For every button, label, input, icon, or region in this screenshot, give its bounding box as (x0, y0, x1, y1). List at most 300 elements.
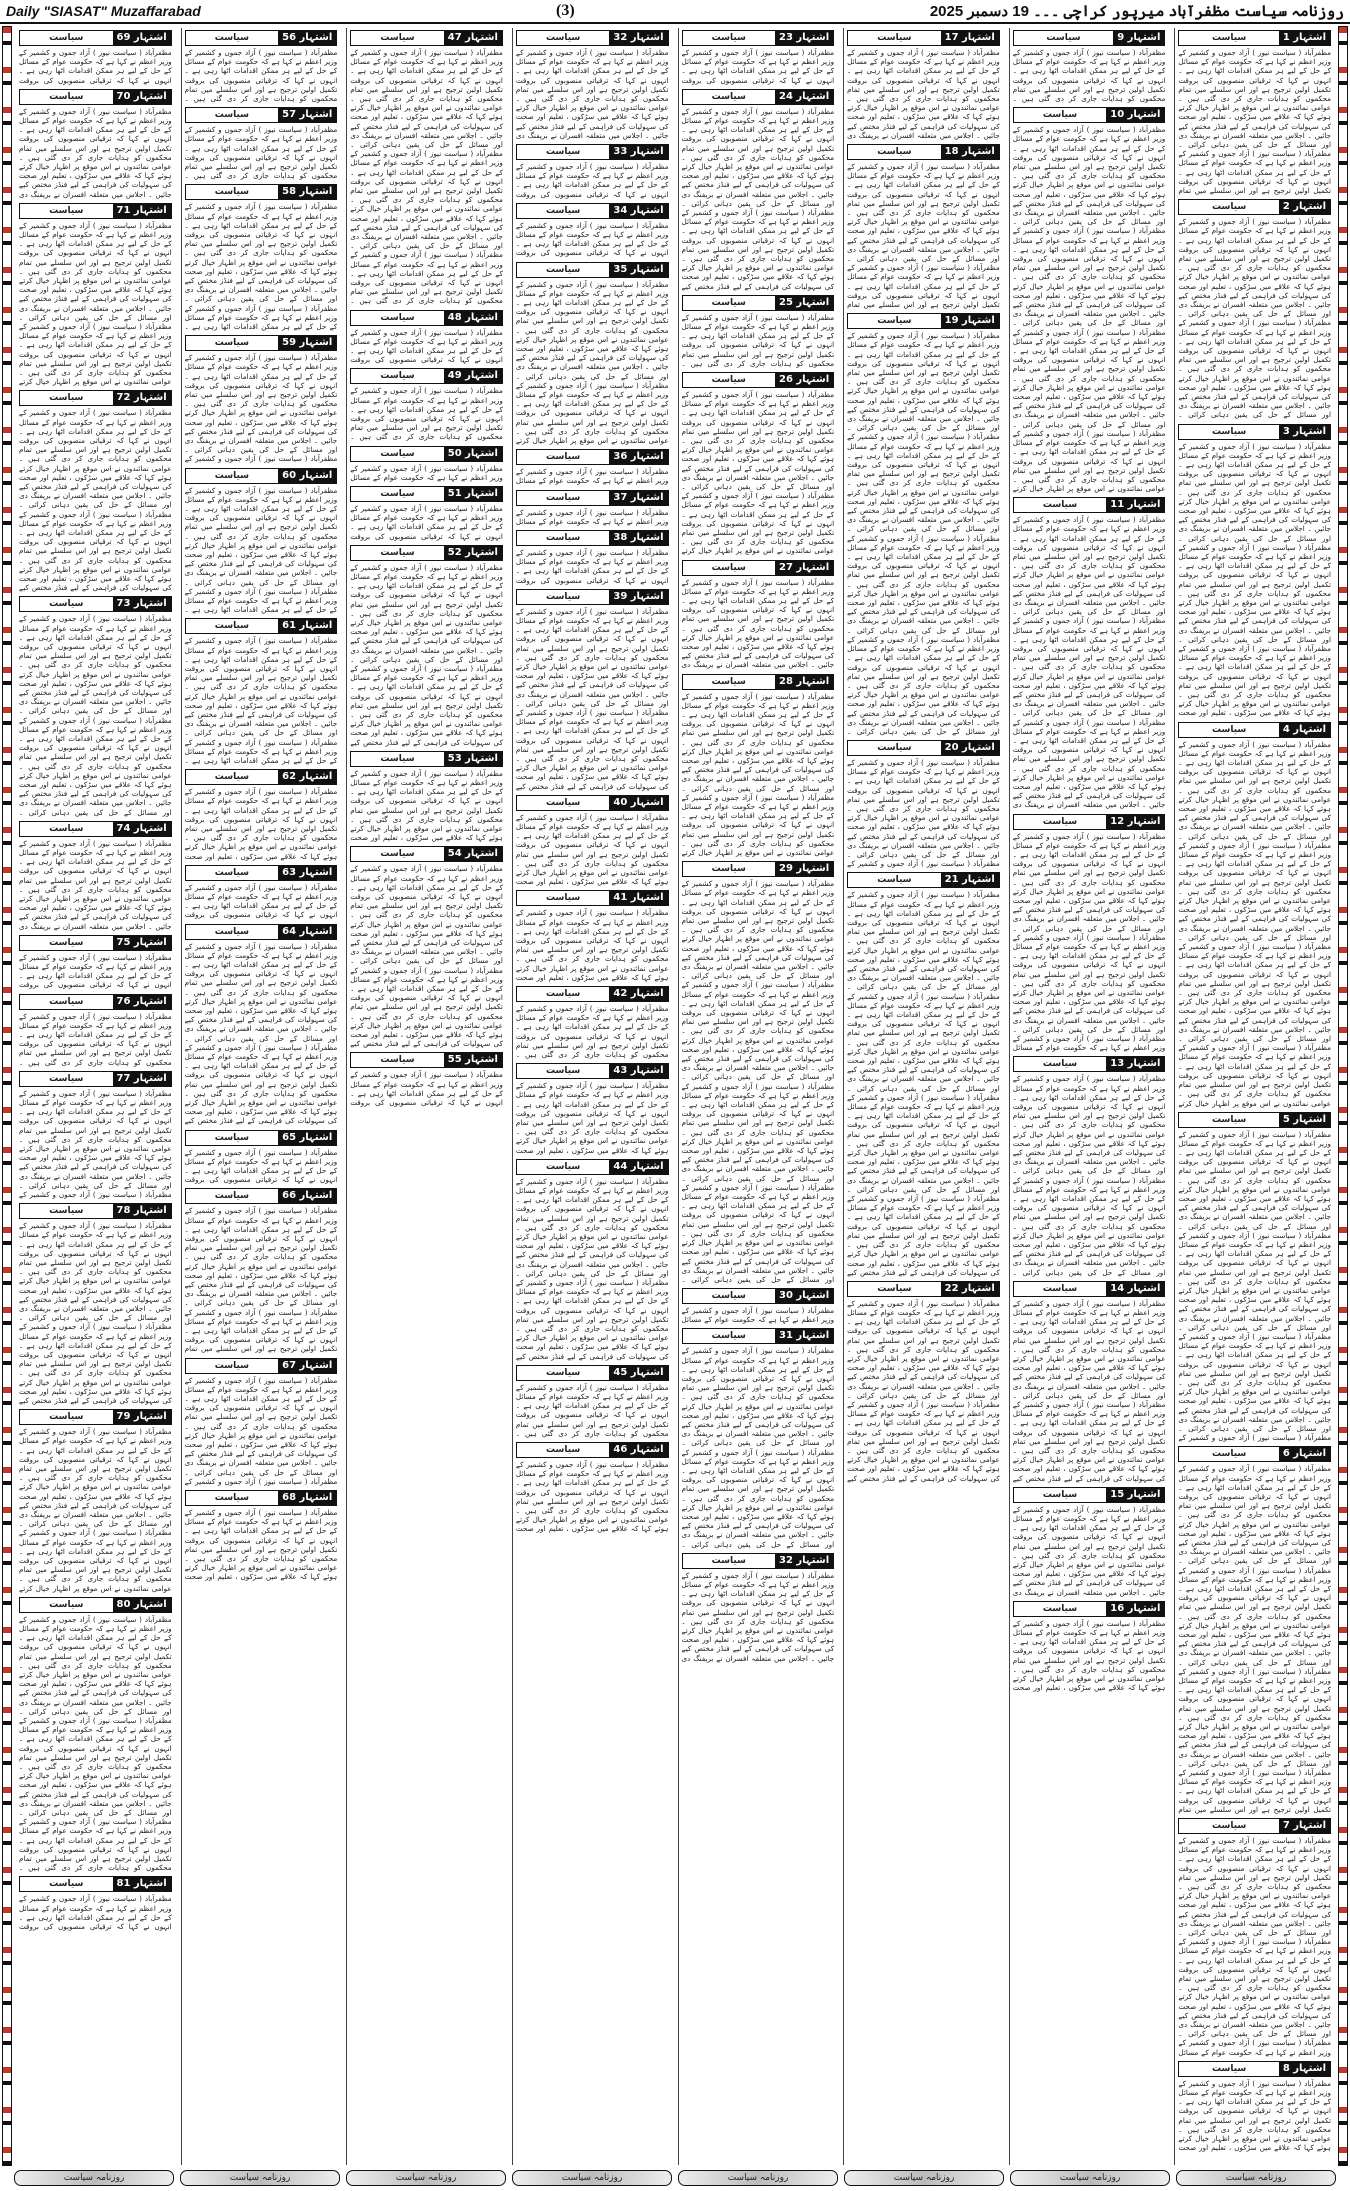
notice-header (19, 89, 172, 105)
notice (516, 530, 669, 585)
notice-number: اشتہار 49 (444, 369, 502, 383)
notice (682, 1288, 835, 1324)
notice-brand: سیاست (380, 547, 415, 558)
notice-number: اشتہار 72 (113, 391, 171, 405)
notice-brand: سیاست (49, 1206, 84, 1217)
notice-number: اشتہار 37 (609, 491, 667, 505)
notice-body: مظفرآباد ( سیاست نیوز ) آزاد جموں و کشمیر کے وزیر اعظم نے کہا ہے کہ حکومت عوام کے مسائل کے حل کے لیے ہر ممکن اقدامات اٹھا رہی ہے ۔ انہوں نے کہا کہ ترقیاتی منصوبوں کی بروقت تکمیل اولین ترجیح ہے اور اس سلسلے میں تمام محکموں کو ہدایات جاری کر دی گئی ہیں ۔ عوامی نمائندوں نے اس موقع پر اظہار خیال کرتے ہوئے کہا کہ علاقے میں سڑکوں ، تعلیم اور صحت کی سہولیات کی فراہمی کے لیے فنڈز مختص کیے جائیں ۔ اجلاس میں متعلقہ افسران نے بریفنگ دی اور مسائل کے حل کی یقین دہانی کرائی ۔ مظفرآباد ( سیاست نیوز ) آزاد جموں و کشمیر کے (19, 1088, 172, 1199)
notice-header (516, 262, 669, 278)
notice-number: اشتہار 54 (444, 847, 502, 861)
notice-body: مظفرآباد ( سیاست نیوز ) آزاد جموں و کشمیر کے وزیر اعظم نے کہا ہے کہ حکومت عوام کے مسائل کے حل کے لیے ہر ممکن اقدامات اٹھا رہی ہے ۔ انہوں نے کہا کہ ترقیاتی منصوبوں کی بروقت تکمیل اولین ترجیح ہے اور اس سلسلے میں تمام محکموں کو ہدایات جاری کر دی گئی ہیں ۔ عوامی نمائندوں نے اس موقع پر اظہار خیال کرتے ہوئے کہا کہ علاقے میں سڑکوں ، تعلیم اور صحت کی سہولیات کی فراہمی کے لیے فنڈز مختص کیے جائیں ۔ اجلاس میں متعلقہ افسران نے بریفنگ دی اور مسائل کے حل کی یقین دہانی کرائی ۔ مظفرآباد ( سیاست نیوز ) آزاد جموں و کشمیر کے (184, 353, 338, 464)
notice-brand: سیاست (1042, 1489, 1078, 1500)
notice-body: مظفرآباد ( سیاست نیوز ) آزاد جموں و کشمیر کے وزیر اعظم نے کہا ہے کہ حکومت عوام کے مسائل کے حل کے لیے ہر ممکن اقدامات اٹھا رہی ہے ۔ انہوں نے کہا کہ ترقیاتی منصوبوں کی بروقت (184, 882, 338, 920)
notice-number: اشتہار 12 (1106, 815, 1164, 829)
notice (682, 30, 835, 85)
bottom-ad-tile: روزنامہ سیاست (844, 2170, 1004, 2186)
notice (19, 935, 172, 990)
notice-number: اشتہار 29 (775, 862, 833, 876)
notice-body: مظفرآباد ( سیاست نیوز ) آزاد جموں و کشمیر کے وزیر اعظم نے کہا ہے کہ حکومت عوام کے مسائل کے حل کے لیے ہر ممکن اقدامات اٹھا رہی ہے ۔ انہوں نے کہا کہ ترقیاتی منصوبوں کی بروقت تکمیل اولین ترجیح ہے اور اس سلسلے میں تمام محکموں کو ہدایات جاری کر دی گئی ہیں ۔ عوامی نمائندوں نے اس موقع پر اظہار خیال کرتے ہوئے کہا کہ علاقے میں سڑکوں ، تعلیم اور صحت کی سہولیات کی فراہمی کے لیے فنڈز مختص کیے جائیں ۔ اجلاس میں متعلقہ افسران نے بریفنگ دی (515, 48, 669, 140)
notice-number: اشتہار 63 (278, 866, 336, 880)
notice-body: مظفرآباد ( سیاست نیوز ) آزاد جموں و کشمیر کے وزیر اعظم نے کہا ہے کہ حکومت عوام کے مسائل کے حل کے لیے ہر ممکن اقدامات اٹھا رہی ہے ۔ انہوں نے کہا کہ ترقیاتی منصوبوں کی بروقت تکمیل اولین ترجیح ہے اور اس سلسلے میں تمام محکموں کو ہدایات جاری کر دی گئی ہیں ۔ عوامی نمائندوں نے اس موقع پر اظہار خیال کرتے ہوئے کہا کہ علاقے میں سڑکوں ، تعلیم اور صحت کی سہولیات کی فراہمی کے لیے فنڈز مختص کیے جائیں ۔ اجلاس میں متعلقہ افسران نے بریفنگ دی اور مسائل کے حل کی یقین دہانی کرائی ۔ مظفرآباد ( سیاست نیوز ) آزاد جموں و کشمیر کے وزیر اعظم نے کہا ہے کہ حکومت عوام کے مسائل کے حل کے لیے ہر ممکن اقدامات اٹھا رہی ہے ۔ انہوں نے کہا کہ ترقیاتی منصوبوں کی بروقت تکمیل اولین ترجیح ہے اور اس سلسلے میں تمام محکموں کو ہدایات جاری کر دی گئی ہیں ۔ عوامی نمائندوں نے اس موقع پر اظہار خیال کرتے ہوئے کہا کہ علاقے میں سڑکوں ، تعلیم اور صحت کی سہولیات کی فراہمی کے لیے فنڈز مختص کیے (1012, 1298, 1166, 1483)
notice-header (19, 1597, 172, 1613)
notice-body: مظفرآباد ( سیاست نیوز ) آزاد جموں و کشمیر کے وزیر اعظم نے کہا ہے کہ حکومت عوام کے مسائل کے حل کے لیے ہر ممکن اقدامات اٹھا رہی ہے ۔ انہوں نے کہا کہ ترقیاتی منصوبوں کی بروقت (184, 1147, 338, 1185)
notice-header (682, 674, 835, 690)
notice-brand: سیاست (545, 1066, 581, 1077)
notice-number: اشتہار 52 (444, 546, 502, 560)
notice (185, 30, 338, 103)
notice-body: مظفرآباد ( سیاست نیوز ) آزاد جموں و کشمیر کے وزیر اعظم نے کہا ہے کہ حکومت عوام کے مسائل کے حل کے لیے ہر ممکن اقدامات اٹھا رہی ہے ۔ انہوں نے کہا کہ ترقیاتی منصوبوں کی بروقت تکمیل اولین ترجیح ہے اور اس سلسلے میں تمام محکموں کو ہدایات جاری کر دی گئی ہیں ۔ عوامی نمائندوں نے اس موقع پر اظہار خیال کرتے ہوئے کہا کہ علاقے میں سڑکوں ، تعلیم اور صحت کی سہولیات کی فراہمی کے لیے فنڈز مختص کیے جائیں ۔ اجلاس میں متعلقہ افسران نے بریفنگ دی اور مسائل کے حل کی یقین دہانی کرائی ۔ مظفرآباد ( سیاست نیوز ) آزاد جموں و کشمیر کے وزیر اعظم نے کہا ہے کہ حکومت عوام کے مسائل کے حل کے لیے ہر ممکن اقدامات اٹھا رہی ہے ۔ انہوں نے کہا کہ ترقیاتی منصوبوں کی بروقت تکمیل اولین ترجیح ہے اور اس سلسلے میں تمام محکموں کو ہدایات جاری کر دی گئی ہیں ۔ عوامی نمائندوں نے اس موقع پر اظہار خیال کرتے ہوئے کہا کہ علاقے میں سڑکوں ، تعلیم اور صحت کی سہولیات کی فراہمی کے لیے فنڈز مختص کیے جائیں ۔ اجلاس میں متعلقہ افسران نے بریفنگ دی اور مسائل کے حل کی یقین دہانی کرائی ۔ مظفرآباد ( سیاست نیوز ) آزاد جموں و کشمیر کے وزیر اعظم نے کہا ہے کہ حکومت عوام کے مسائل کے حل کے لیے ہر ممکن اقدامات اٹھا رہی ہے ۔ انہوں نے کہا کہ ترقیاتی منصوبوں کی بروقت تکمیل اولین ترجیح ہے اور اس سلسلے میں تمام محکموں کو ہدایات جاری کر دی گئی ہیں ۔ عوامی نمائندوں نے اس موقع پر اظہار خیال کرتے ہوئے کہا کہ علاقے میں سڑکوں ، تعلیم اور صحت کی سہولیات کی فراہمی کے لیے فنڈز مختص کیے جائیں ۔ اجلاس میں متعلقہ افسران نے بریفنگ دی اور مسائل کے حل کی یقین دہانی کرائی ۔ مظفرآباد ( سیاست نیوز ) آزاد جموں و کشمیر کے وزیر اعظم نے کہا ہے کہ حکومت عوام کے مسائل کے حل کے لیے ہر ممکن اقدامات اٹھا رہی ہے ۔ انہوں نے کہا کہ ترقیاتی منصوبوں کی بروقت تکمیل اولین ترجیح ہے اور اس سلسلے میں تمام محکموں کو ہدایات جاری کر دی گئی ہیں ۔ عوامی نمائندوں نے اس موقع پر اظہار خیال کرتے (1012, 125, 1166, 494)
notice-brand: سیاست (1211, 2063, 1247, 2074)
notice-header (1013, 497, 1166, 513)
notice-body: مظفرآباد ( سیاست نیوز ) آزاد جموں و کشمیر کے وزیر اعظم نے کہا ہے کہ حکومت عوام کے مسائل کے حل کے لیے ہر ممکن اقدامات اٹھا رہی ہے ۔ انہوں نے کہا کہ ترقیاتی منصوبوں کی بروقت (515, 162, 669, 199)
notice (19, 1409, 172, 1593)
notice (516, 30, 669, 140)
notice-brand: سیاست (214, 110, 250, 121)
notice (1013, 30, 1166, 103)
notice-body: مظفرآباد ( سیاست نیوز ) آزاد جموں و کشمیر کے وزیر اعظم نے کہا ہے کہ حکومت عوام کے مسائل کے حل کے لیے ہر ممکن اقدامات اٹھا رہی ہے ۔ انہوں نے کہا کہ ترقیاتی منصوبوں کی بروقت تکمیل اولین ترجیح ہے اور اس سلسلے میں تمام محکموں کو ہدایات جاری کر دی گئی ہیں ۔ عوامی نمائندوں نے اس موقع پر اظہار خیال کرتے ہوئے کہا کہ علاقے میں سڑکوں ، تعلیم اور صحت کی سہولیات کی فراہمی کے لیے فنڈز مختص کیے جائیں ۔ اجلاس میں متعلقہ افسران نے بریفنگ دی اور مسائل کے حل کی یقین دہانی کرائی ۔ مظفرآباد ( سیاست نیوز ) آزاد جموں و کشمیر کے وزیر اعظم نے کہا ہے کہ حکومت عوام کے مسائل کے حل کے لیے ہر ممکن اقدامات اٹھا رہی ہے ۔ انہوں نے کہا کہ ترقیاتی منصوبوں کی بروقت تکمیل اولین ترجیح ہے اور اس سلسلے میں تمام محکموں کو ہدایات جاری کر دی گئی ہیں ۔ عوامی نمائندوں نے اس موقع پر اظہار خیال کرتے ہوئے کہا کہ علاقے میں سڑکوں ، تعلیم اور صحت کی سہولیات کی فراہمی کے لیے فنڈز مختص کیے (350, 864, 503, 1049)
notice-header (516, 30, 669, 46)
notice (516, 589, 669, 791)
notice-header (19, 935, 172, 951)
left-ornament-strip (2, 26, 12, 2166)
bottom-ad-tile: روزنامہ سیاست (14, 2170, 174, 2186)
notice-body: مظفرآباد ( سیاست نیوز ) آزاد جموں و کشمیر کے وزیر اعظم نے کہا ہے کہ حکومت عوام کے مسائل کے حل کے لیے ہر ممکن اقدامات اٹھا رہی ہے ۔ انہوں نے کہا کہ ترقیاتی منصوبوں کی بروقت (19, 952, 172, 990)
notice-brand: سیاست (545, 988, 581, 999)
notice-number: اشتہار 38 (609, 531, 667, 545)
notice-number: اشتہار 42 (609, 987, 667, 1001)
notice (1013, 1487, 1166, 1597)
notice-number: اشتہار 53 (444, 752, 502, 766)
notice-header (847, 144, 1000, 160)
notice-body: مظفرآباد ( سیاست نیوز ) آزاد جموں و کشمیر کے وزیر اعظم نے کہا ہے کہ حکومت عوام کے مسائل کے حل کے لیے ہر ممکن اقدامات اٹھا رہی ہے ۔ انہوں نے کہا کہ ترقیاتی منصوبوں کی بروقت تکمیل اولین ترجیح ہے اور اس سلسلے میں تمام محکموں کو ہدایات جاری کر دی گئی ہیں ۔ عوامی نمائندوں نے اس موقع پر اظہار خیال کرتے ہوئے کہا کہ علاقے میں سڑکوں ، تعلیم اور صحت کی سہولیات کی فراہمی کے لیے فنڈز مختص کیے جائیں ۔ اجلاس میں متعلقہ افسران نے بریفنگ دی اور مسائل کے حل کی یقین دہانی کرائی ۔ مظفرآباد ( سیاست نیوز ) آزاد جموں و کشمیر کے وزیر اعظم نے کہا ہے کہ حکومت عوام کے مسائل کے حل کے لیے ہر ممکن اقدامات اٹھا رہی ہے ۔ انہوں نے کہا کہ ترقیاتی منصوبوں کی بروقت تکمیل اولین ترجیح ہے اور اس سلسلے میں تمام محکموں کو ہدایات جاری کر دی گئی ہیں ۔ عوامی نمائندوں نے اس موقع پر اظہار خیال کرتے ہوئے کہا کہ علاقے میں سڑکوں ، تعلیم اور صحت کی سہولیات کی فراہمی کے لیے فنڈز مختص کیے (19, 408, 172, 593)
notice (19, 1876, 172, 1931)
notice-brand: سیاست (1211, 426, 1247, 437)
notice-number: اشتہار 32 (609, 31, 667, 45)
notice (350, 368, 503, 441)
notice-number: اشتہار 22 (941, 1282, 999, 1296)
notice-brand: سیاست (380, 488, 415, 499)
notice-header (185, 468, 338, 484)
notice-header (350, 846, 503, 862)
notice-body: مظفرآباد ( سیاست نیوز ) آزاد جموں و کشمیر کے وزیر اعظم نے کہا ہے کہ حکومت عوام کے مسائل کے حل کے لیے ہر ممکن اقدامات اٹھا رہی ہے ۔ انہوں نے کہا کہ ترقیاتی منصوبوں کی بروقت تکمیل اولین ترجیح ہے اور اس سلسلے میں تمام محکموں کو ہدایات جاری کر دی گئی ہیں ۔ عوامی نمائندوں نے اس موقع پر اظہار خیال کرتے ہوئے کہا کہ علاقے میں سڑکوں ، تعلیم اور صحت کی سہولیات کی فراہمی کے لیے فنڈز مختص کیے جائیں ۔ اجلاس میں متعلقہ افسران نے بریفنگ دی اور مسائل کے حل کی یقین دہانی کرائی ۔ مظفرآباد ( سیاست نیوز ) آزاد جموں و کشمیر کے وزیر اعظم نے کہا ہے کہ حکومت عوام کے مسائل کے حل کے لیے ہر ممکن اقدامات اٹھا رہی ہے ۔ انہوں نے کہا کہ ترقیاتی منصوبوں کی بروقت تکمیل اولین ترجیح ہے اور اس سلسلے میں تمام محکموں کو ہدایات جاری کر دی گئی ہیں ۔ عوامی نمائندوں نے اس موقع پر اظہار خیال کرتے ہوئے کہا کہ علاقے میں سڑکوں ، تعلیم اور صحت کی سہولیات کی فراہمی کے لیے فنڈز مختص کیے جائیں ۔ اجلاس میں متعلقہ افسران نے بریفنگ دی اور مسائل کے حل کی یقین دہانی کرائی ۔ مظفرآباد ( سیاست نیوز ) آزاد جموں و کشمیر کے وزیر اعظم نے کہا ہے کہ حکومت عوام کے مسائل کے حل کے لیے ہر ممکن اقدامات اٹھا رہی ہے ۔ انہوں نے کہا کہ ترقیاتی منصوبوں کی بروقت تکمیل اولین ترجیح ہے اور اس سلسلے میں تمام محکموں کو ہدایات جاری کر دی گئی ہیں ۔ عوامی نمائندوں نے اس موقع پر اظہار خیال کرتے ہوئے کہا کہ علاقے میں سڑکوں ، تعلیم اور صحت کی سہولیات کی فراہمی کے لیے فنڈز مختص کیے جائیں ۔ اجلاس میں متعلقہ افسران نے بریفنگ دی اور مسائل کے حل کی یقین دہانی کرائی ۔ مظفرآباد ( سیاست نیوز ) آزاد جموں و کشمیر کے وزیر اعظم نے کہا ہے کہ حکومت عوام کے مسائل کے حل کے لیے ہر ممکن اقدامات اٹھا رہی ہے ۔ انہوں نے کہا کہ ترقیاتی منصوبوں کی بروقت تکمیل اولین ترجیح ہے اور اس سلسلے میں تمام محکموں کو ہدایات جاری کر دی گئی ہیں ۔ عوامی نمائندوں نے اس موقع پر اظہار خیال کرتے ہوئے کہا کہ علاقے میں سڑکوں ، تعلیم اور صحت کی سہولیات کی فراہمی کے لیے فنڈز مختص کیے (847, 890, 1000, 1277)
notice-body: مظفرآباد ( سیاست نیوز ) آزاد جموں و کشمیر کے وزیر اعظم نے کہا ہے کہ حکومت عوام کے مسائل کے حل کے لیے ہر ممکن اقدامات اٹھا رہی ہے ۔ انہوں نے کہا کہ ترقیاتی منصوبوں کی بروقت تکمیل اولین ترجیح ہے اور اس سلسلے میں تمام محکموں کو ہدایات جاری کر دی گئی ہیں ۔ عوامی نمائندوں نے اس موقع پر اظہار خیال کرتے ہوئے کہا کہ علاقے میں سڑکوں ، تعلیم اور صحت (1178, 2078, 1331, 2153)
notice-header (19, 596, 172, 612)
notice-header (185, 1130, 338, 1146)
notice-body: مظفرآباد ( سیاست نیوز ) آزاد جموں و کشمیر کے وزیر اعظم نے کہا ہے کہ حکومت عوام کے مسائل کے حل کے لیے ہر ممکن اقدامات اٹھا رہی ہے ۔ انہوں نے کہا کہ ترقیاتی منصوبوں کی بروقت تکمیل اولین ترجیح ہے اور اس سلسلے میں تمام محکموں کو ہدایات جاری کر دی گئی ہیں ۔ عوامی نمائندوں نے اس موقع پر اظہار خیال کرتے ہوئے کہا کہ علاقے میں سڑکوں ، تعلیم اور صحت کی سہولیات کی فراہمی کے لیے فنڈز مختص کیے جائیں ۔ اجلاس میں متعلقہ افسران نے بریفنگ دی اور مسائل کے حل کی یقین دہانی کرائی ۔ مظفرآباد ( سیاست نیوز ) آزاد جموں و کشمیر کے وزیر اعظم نے کہا ہے کہ حکومت عوام کے مسائل کے حل کے لیے ہر ممکن اقدامات اٹھا رہی ہے ۔ انہوں نے کہا کہ ترقیاتی منصوبوں کی بروقت تکمیل اولین ترجیح ہے اور اس سلسلے میں تمام محکموں کو ہدایات جاری کر دی گئی ہیں ۔ عوامی نمائندوں نے اس موقع پر اظہار خیال کرتے ہوئے کہا کہ علاقے میں سڑکوں ، تعلیم اور صحت کی سہولیات کی فراہمی کے لیے فنڈز مختص کیے جائیں ۔ اجلاس میں متعلقہ افسران نے بریفنگ دی اور مسائل کے حل کی یقین دہانی کرائی ۔ مظفرآباد ( سیاست نیوز ) آزاد جموں و کشمیر کے وزیر اعظم نے کہا ہے کہ حکومت عوام کے مسائل کے حل کے لیے ہر ممکن اقدامات اٹھا رہی ہے ۔ انہوں نے کہا کہ ترقیاتی منصوبوں کی بروقت تکمیل اولین ترجیح ہے اور اس سلسلے میں تمام محکموں کو ہدایات جاری کر دی گئی ہیں ۔ (350, 48, 503, 306)
notice-number: اشتہار 4 (1279, 723, 1330, 737)
notice (1013, 1281, 1166, 1483)
notice-number: اشتہار 31 (775, 1329, 833, 1343)
notice-header (682, 30, 835, 46)
notice-header (19, 994, 172, 1010)
notice-number: اشتہار 68 (278, 1491, 336, 1505)
notice-number: اشتہار 11 (1106, 498, 1164, 512)
notice-body: مظفرآباد ( سیاست نیوز ) آزاد جموں و کشمیر کے وزیر اعظم نے کہا ہے کہ حکومت عوام کے مسائل کے حل کے لیے ہر ممکن اقدامات اٹھا رہی ہے ۔ انہوں نے کہا کہ ترقیاتی منصوبوں کی بروقت (515, 220, 669, 258)
notice-number: اشتہار 40 (609, 796, 667, 810)
notice-brand: سیاست (214, 1191, 250, 1202)
notice-number: اشتہار 28 (775, 675, 833, 689)
notice (682, 1328, 835, 1548)
notice-body: مظفرآباد ( سیاست نیوز ) آزاد جموں و کشمیر کے وزیر اعظم نے کہا ہے کہ حکومت عوام کے مسائل کے حل کے لیے ہر ممکن اقدامات اٹھا رہی ہے ۔ انہوں نے کہا کہ ترقیاتی منصوبوں کی بروقت تکمیل اولین ترجیح ہے اور اس سلسلے میں تمام محکموں کو ہدایات جاری کر دی گئی ہیں ۔ عوامی نمائندوں نے اس موقع پر اظہار خیال کرتے ہوئے کہا کہ علاقے میں سڑکوں ، تعلیم اور صحت کی سہولیات کی فراہمی کے لیے فنڈز مختص کیے جائیں ۔ اجلاس میں متعلقہ افسران نے بریفنگ دی اور مسائل کے حل کی یقین دہانی کرائی ۔ مظفرآباد ( سیاست نیوز ) آزاد جموں و کشمیر کے وزیر اعظم نے کہا ہے کہ حکومت عوام کے مسائل کے حل کے لیے ہر ممکن اقدامات اٹھا رہی ہے ۔ انہوں نے کہا کہ ترقیاتی منصوبوں کی بروقت تکمیل اولین ترجیح ہے اور اس سلسلے میں تمام محکموں کو ہدایات جاری کر دی گئی ہیں ۔ عوامی نمائندوں نے اس موقع پر اظہار خیال کرتے ہوئے کہا کہ علاقے میں سڑکوں ، تعلیم اور صحت کی سہولیات کی فراہمی کے لیے فنڈز مختص کیے جائیں ۔ اجلاس میں متعلقہ افسران نے بریفنگ دی اور مسائل کے حل کی یقین دہانی کرائی ۔ (681, 1346, 835, 1549)
notice-brand: سیاست (49, 1412, 84, 1423)
notice-body: مظفرآباد ( سیاست نیوز ) آزاد جموں و کشمیر کے وزیر اعظم نے کہا ہے کہ حکومت عوام کے مسائل کے حل کے لیے ہر ممکن اقدامات اٹھا رہی ہے ۔ انہوں نے کہا کہ ترقیاتی منصوبوں کی بروقت تکمیل اولین ترجیح ہے اور اس سلسلے میں تمام محکموں کو ہدایات جاری کر دی گئی ہیں ۔ عوامی نمائندوں نے اس موقع پر اظہار خیال کرتے ہوئے کہا کہ علاقے میں سڑکوں ، تعلیم اور صحت کی سہولیات کی فراہمی کے لیے فنڈز مختص کیے جائیں ۔ اجلاس میں متعلقہ افسران نے بریفنگ دی اور مسائل کے حل کی یقین دہانی کرائی ۔ مظفرآباد ( سیاست نیوز ) آزاد جموں و کشمیر کے (847, 757, 1000, 869)
notice-body: مظفرآباد ( سیاست نیوز ) آزاد جموں و کشمیر کے وزیر اعظم نے کہا ہے کہ حکومت عوام کے مسائل کے حل کے لیے ہر ممکن اقدامات اٹھا رہی ہے ۔ انہوں نے کہا کہ ترقیاتی منصوبوں کی بروقت تکمیل اولین ترجیح ہے اور اس سلسلے میں تمام محکموں کو ہدایات جاری کر دی گئی ہیں ۔ عوامی نمائندوں نے اس موقع پر اظہار خیال کرتے ہوئے کہا کہ علاقے میں سڑکوں ، تعلیم اور صحت کی سہولیات کی فراہمی کے لیے فنڈز مختص کیے جائیں ۔ اجلاس میں متعلقہ افسران نے بریفنگ دی اور مسائل کے حل کی یقین دہانی کرائی ۔ مظفرآباد ( سیاست نیوز ) آزاد جموں و کشمیر کے وزیر اعظم نے کہا ہے کہ حکومت عوام کے مسائل کے حل کے لیے ہر ممکن اقدامات اٹھا رہی ہے ۔ انہوں نے کہا کہ ترقیاتی منصوبوں کی بروقت تکمیل اولین ترجیح ہے اور اس سلسلے میں تمام محکموں کو ہدایات جاری کر دی گئی ہیں ۔ عوامی نمائندوں نے اس موقع پر اظہار خیال کرتے ہوئے کہا کہ علاقے میں سڑکوں ، تعلیم اور صحت کی سہولیات کی فراہمی کے لیے فنڈز مختص کیے جائیں ۔ اجلاس میں متعلقہ افسران نے بریفنگ دی اور مسائل کے حل کی یقین دہانی کرائی ۔ مظفرآباد ( سیاست نیوز ) آزاد جموں و کشمیر کے وزیر اعظم نے کہا ہے کہ حکومت عوام کے مسائل کے حل کے لیے ہر ممکن اقدامات اٹھا رہی ہے ۔ انہوں نے کہا کہ ترقیاتی منصوبوں کی بروقت تکمیل اولین ترجیح ہے اور اس سلسلے میں تمام محکموں کو ہدایات جاری کر دی گئی ہیں ۔ عوامی نمائندوں نے اس موقع پر اظہار خیال کرتے ہوئے کہا کہ علاقے میں سڑکوں ، تعلیم اور صحت کی سہولیات کی فراہمی کے لیے فنڈز مختص کیے جائیں ۔ اجلاس میں متعلقہ افسران نے بریفنگ دی اور مسائل کے حل کی یقین دہانی کرائی ۔ مظفرآباد ( سیاست نیوز ) آزاد جموں و کشمیر کے وزیر اعظم نے کہا ہے کہ حکومت عوام کے مسائل کے حل کے لیے ہر ممکن اقدامات اٹھا رہی ہے ۔ انہوں نے کہا کہ ترقیاتی منصوبوں کی بروقت تکمیل اولین ترجیح ہے اور اس سلسلے میں تمام محکموں کو ہدایات جاری کر دی گئی ہیں ۔ عوامی نمائندوں نے اس موقع پر اظہار خیال کرتے ہوئے کہا کہ علاقے میں سڑکوں ، تعلیم اور صحت کی سہولیات کی فراہمی کے لیے فنڈز مختص کیے جائیں ۔ اجلاس میں متعلقہ افسران نے بریفنگ دی اور مسائل کے حل کی یقین دہانی کرائی ۔ (847, 331, 1000, 736)
notice-number: اشتہار 46 (609, 1443, 667, 1457)
notice-brand: سیاست (1211, 1449, 1247, 1460)
notice-body: مظفرآباد ( سیاست نیوز ) آزاد جموں و کشمیر کے وزیر اعظم نے کہا ہے کہ حکومت عوام کے مسائل کے حل کے لیے ہر ممکن اقدامات اٹھا رہی ہے ۔ انہوں نے کہا کہ ترقیاتی منصوبوں کی بروقت تکمیل اولین ترجیح ہے اور اس سلسلے میں تمام محکموں کو ہدایات جاری کر دی گئی ہیں ۔ (184, 125, 338, 181)
notice-number: اشتہار 16 (1106, 1602, 1164, 1616)
notice (19, 390, 172, 592)
notice-header (185, 1358, 338, 1374)
notice (350, 30, 503, 306)
notice-header (682, 295, 835, 311)
notice-brand: سیاست (711, 1290, 746, 1301)
notice-header (516, 203, 669, 219)
notice-header (516, 1159, 669, 1175)
notice-brand: سیاست (877, 33, 912, 43)
notice (1178, 2061, 1331, 2153)
bottom-ad-bar (14, 2169, 1336, 2187)
notice-brand: سیاست (545, 893, 581, 904)
notice-number: اشتہار 34 (609, 204, 667, 218)
notice-columns (16, 28, 1334, 2165)
notice-header (350, 545, 503, 561)
notice-header (682, 560, 835, 576)
notice (516, 262, 669, 446)
notice-header (682, 1288, 835, 1304)
notice-number: اشتہار 50 (444, 447, 502, 461)
notice-body: مظفرآباد ( سیاست نیوز ) آزاد جموں و کشمیر کے وزیر اعظم نے کہا ہے کہ حکومت عوام کے مسائل کے حل کے لیے ہر ممکن اقدامات اٹھا رہی ہے ۔ انہوں نے کہا کہ ترقیاتی منصوبوں کی بروقت تکمیل اولین ترجیح ہے اور اس سلسلے میں تمام محکموں کو ہدایات جاری کر دی گئی ہیں ۔ عوامی نمائندوں نے اس موقع پر اظہار خیال کرتے ہوئے کہا کہ علاقے میں سڑکوں ، تعلیم اور صحت کی سہولیات کی فراہمی کے لیے فنڈز مختص کیے جائیں ۔ اجلاس میں متعلقہ افسران نے بریفنگ دی اور مسائل کے حل کی یقین دہانی کرائی ۔ مظفرآباد ( سیاست نیوز ) آزاد جموں و کشمیر کے وزیر اعظم نے کہا ہے کہ حکومت عوام کے مسائل کے حل کے لیے ہر ممکن اقدامات اٹھا رہی ہے ۔ انہوں نے کہا کہ ترقیاتی منصوبوں کی بروقت تکمیل اولین ترجیح ہے اور اس سلسلے میں تمام محکموں کو ہدایات جاری کر دی گئی ہیں ۔ عوامی نمائندوں نے اس موقع پر اظہار خیال کرتے ہوئے کہا کہ علاقے میں سڑکوں ، تعلیم اور صحت کی سہولیات کی فراہمی کے لیے فنڈز مختص کیے جائیں ۔ اجلاس میں متعلقہ افسران نے بریفنگ دی اور مسائل کے حل کی یقین دہانی کرائی ۔ مظفرآباد ( سیاست نیوز ) آزاد جموں و کشمیر کے وزیر اعظم نے کہا ہے کہ حکومت عوام کے مسائل کے حل کے لیے ہر ممکن اقدامات اٹھا رہی ہے ۔ انہوں نے کہا کہ ترقیاتی منصوبوں کی بروقت تکمیل اولین ترجیح ہے اور اس سلسلے میں تمام محکموں کو ہدایات جاری کر دی گئی ہیں ۔ عوامی نمائندوں نے اس موقع پر اظہار خیال کرتے ہوئے کہا کہ علاقے میں سڑکوں ، تعلیم اور صحت کی سہولیات کی فراہمی کے لیے فنڈز مختص کیے جائیں ۔ اجلاس میں متعلقہ افسران نے بریفنگ دی (1012, 515, 1166, 810)
notice-body: مظفرآباد ( سیاست نیوز ) آزاد جموں و کشمیر کے وزیر اعظم نے کہا ہے کہ حکومت عوام کے مسائل کے حل کے لیے ہر ممکن اقدامات اٹھا رہی ہے ۔ انہوں نے کہا کہ ترقیاتی منصوبوں کی بروقت تکمیل اولین ترجیح ہے اور اس سلسلے میں تمام محکموں کو ہدایات جاری کر دی گئی ہیں ۔ عوامی نمائندوں نے اس موقع پر اظہار خیال کرتے ہوئے کہا کہ علاقے میں سڑکوں ، تعلیم اور صحت کی سہولیات کی فراہمی کے لیے فنڈز مختص کیے جائیں ۔ اجلاس میں متعلقہ افسران نے بریفنگ دی اور مسائل کے حل کی یقین دہانی کرائی ۔ مظفرآباد ( سیاست نیوز ) آزاد جموں و کشمیر کے وزیر اعظم نے کہا ہے کہ حکومت عوام کے مسائل کے حل کے لیے ہر ممکن اقدامات اٹھا رہی ہے ۔ انہوں نے کہا کہ ترقیاتی منصوبوں کی بروقت تکمیل اولین ترجیح ہے اور اس سلسلے میں تمام (847, 162, 1000, 310)
notice (350, 751, 503, 843)
notice-brand: سیاست (214, 470, 250, 481)
notice-header (350, 310, 503, 326)
notice-number: اشتہار 59 (278, 336, 336, 350)
notice-number: اشتہار 71 (113, 204, 171, 218)
notice-body: مظفرآباد ( سیاست نیوز ) آزاد جموں و کشمیر کے وزیر اعظم نے کہا ہے کہ حکومت عوام کے مسائل کے حل کے لیے ہر ممکن اقدامات اٹھا رہی ہے ۔ انہوں نے کہا کہ ترقیاتی منصوبوں کی بروقت تکمیل اولین ترجیح ہے اور اس سلسلے میں تمام محکموں کو ہدایات جاری کر دی گئی ہیں ۔ عوامی نمائندوں نے اس موقع پر اظہار خیال کرتے ہوئے کہا کہ علاقے میں سڑکوں ، تعلیم اور صحت کی سہولیات کی فراہمی کے لیے فنڈز مختص کیے جائیں ۔ اجلاس میں متعلقہ افسران نے بریفنگ دی اور مسائل کے حل کی یقین دہانی کرائی ۔ مظفرآباد ( سیاست نیوز ) آزاد جموں و کشمیر کے وزیر اعظم نے کہا ہے کہ حکومت عوام کے مسائل کے حل کے لیے ہر ممکن اقدامات اٹھا رہی ہے ۔ (184, 636, 338, 765)
notice-column (843, 28, 1003, 2165)
notice-header (1178, 199, 1331, 215)
notice (350, 310, 503, 365)
notice-header (19, 1876, 172, 1892)
bottom-ad-tile: روزنامہ سیاست (512, 2170, 672, 2186)
notice (350, 1052, 503, 1107)
notice-number: اشتہار 25 (775, 296, 833, 310)
notice-header (185, 107, 338, 123)
notice-brand: سیاست (545, 264, 581, 275)
notice-header (350, 751, 503, 767)
notice (682, 861, 835, 1284)
notice (516, 986, 669, 1059)
notice (516, 203, 669, 258)
notice (682, 372, 835, 556)
notice-body: مظفرآباد ( سیاست نیوز ) آزاد جموں و کشمیر کے وزیر اعظم نے کہا ہے کہ حکومت عوام کے مسائل کے حل کے لیے ہر ممکن اقدامات اٹھا رہی ہے ۔ انہوں نے کہا کہ ترقیاتی منصوبوں کی بروقت تکمیل اولین ترجیح ہے اور اس سلسلے میں تمام محکموں کو ہدایات جاری کر دی گئی ہیں ۔ عوامی نمائندوں نے اس موقع پر اظہار خیال کرتے ہوئے کہا کہ علاقے میں سڑکوں ، تعلیم اور صحت (184, 787, 338, 861)
notice-brand: سیاست (214, 926, 250, 937)
notice-brand: سیاست (545, 591, 581, 602)
notice-header (516, 144, 669, 160)
notice (1178, 1112, 1331, 1443)
notice-brand: سیاست (214, 1132, 250, 1143)
notice-number: اشتہار 8 (1279, 2062, 1330, 2076)
notice-header (1013, 1487, 1166, 1503)
notice (847, 1281, 1000, 1483)
notice-header (350, 368, 503, 384)
notice-brand: سیاست (711, 676, 746, 687)
notice-number: اشتہار 56 (278, 31, 336, 45)
notice-body: مظفرآباد ( سیاست نیوز ) آزاد جموں و کشمیر کے وزیر اعظم نے کہا ہے کہ حکومت عوام کے مسائل کے حل کے لیے ہر ممکن اقدامات اٹھا رہی ہے ۔ انہوں نے کہا کہ ترقیاتی منصوبوں کی بروقت تکمیل اولین ترجیح ہے اور اس سلسلے میں تمام محکموں کو ہدایات جاری کر دی گئی ہیں ۔ عوامی نمائندوں نے اس موقع پر اظہار خیال کرتے ہوئے کہا کہ علاقے میں سڑکوں ، تعلیم اور صحت کی سہولیات کی فراہمی کے لیے فنڈز مختص کیے جائیں ۔ اجلاس میں متعلقہ افسران نے بریفنگ دی (681, 577, 835, 670)
notice-brand: سیاست (545, 1444, 581, 1455)
notice-number: اشتہار 17 (941, 31, 999, 45)
notice-number: اشتہار 48 (444, 311, 502, 325)
notice-brand: سیاست (1211, 1820, 1247, 1831)
notice (185, 335, 338, 463)
notice-brand: سیاست (380, 33, 415, 43)
notice-column (512, 28, 672, 2165)
notice-brand: سیاست (711, 864, 746, 875)
notice-header (1178, 1818, 1331, 1834)
notice-number: اشتہار 18 (941, 145, 999, 159)
notice-body: مظفرآباد ( سیاست نیوز ) آزاد جموں و کشمیر کے وزیر اعظم نے کہا ہے کہ حکومت عوام کے مسائل کے حل کے لیے ہر ممکن اقدامات اٹھا رہی ہے ۔ انہوں نے کہا کہ ترقیاتی منصوبوں کی بروقت (19, 48, 172, 85)
notice (847, 740, 1000, 868)
notice (19, 1597, 172, 1873)
notice (19, 994, 172, 1067)
notice (19, 821, 172, 931)
notice (516, 1159, 669, 1361)
notice-body: مظفرآباد ( سیاست نیوز ) آزاد جموں و کشمیر کے وزیر اعظم نے کہا ہے کہ حکومت عوام کے مسائل کے حل کے لیے ہر ممکن اقدامات اٹھا رہی ہے ۔ انہوں نے کہا کہ ترقیاتی منصوبوں کی بروقت تکمیل اولین ترجیح ہے اور اس سلسلے میں تمام محکموں کو ہدایات جاری کر دی گئی ہیں ۔ عوامی نمائندوں نے اس موقع پر اظہار خیال کرتے ہوئے کہا کہ علاقے میں سڑکوں ، تعلیم اور صحت کی سہولیات کی فراہمی کے لیے فنڈز مختص کیے جائیں ۔ اجلاس میں متعلقہ افسران نے بریفنگ دی اور مسائل کے حل کی یقین دہانی کرائی ۔ مظفرآباد ( سیاست نیوز ) آزاد جموں و کشمیر کے وزیر اعظم نے کہا ہے کہ حکومت عوام کے مسائل کے حل کے لیے ہر ممکن اقدامات اٹھا رہی ہے ۔ انہوں نے کہا کہ ترقیاتی منصوبوں کی بروقت تکمیل اولین ترجیح ہے اور اس سلسلے میں تمام محکموں کو ہدایات جاری کر دی گئی ہیں ۔ عوامی نمائندوں نے اس موقع پر اظہار خیال کرتے ہوئے کہا کہ علاقے میں سڑکوں ، تعلیم اور صحت کی سہولیات کی فراہمی کے لیے فنڈز مختص کیے جائیں ۔ اجلاس میں متعلقہ افسران نے بریفنگ دی اور مسائل کے حل کی یقین دہانی کرائی ۔ مظفرآباد ( سیاست نیوز ) آزاد جموں و کشمیر کے وزیر اعظم نے کہا ہے کہ حکومت عوام کے مسائل کے حل کے لیے ہر ممکن اقدامات اٹھا رہی ہے ۔ انہوں نے کہا کہ ترقیاتی منصوبوں کی بروقت تکمیل اولین ترجیح ہے اور اس سلسلے میں تمام محکموں کو ہدایات جاری کر دی گئی ہیں ۔ عوامی نمائندوں نے اس موقع پر اظہار خیال کرتے ہوئے کہا کہ علاقے میں سڑکوں ، تعلیم اور صحت کی سہولیات کی فراہمی کے لیے فنڈز مختص کیے جائیں ۔ اجلاس میں متعلقہ افسران نے بریفنگ دی اور مسائل کے حل کی یقین دہانی کرائی ۔ مظفرآباد ( سیاست نیوز ) آزاد جموں و کشمیر کے وزیر اعظم نے کہا ہے کہ حکومت عوام کے مسائل کے حل کے لیے ہر ممکن اقدامات اٹھا رہی ہے ۔ انہوں نے کہا کہ ترقیاتی منصوبوں کی بروقت تکمیل اولین ترجیح ہے اور اس سلسلے میں تمام محکموں کو ہدایات جاری کر دی گئی ہیں ۔ عوامی نمائندوں نے اس موقع پر اظہار خیال کرتے ہوئے کہا کہ علاقے میں سڑکوں ، تعلیم اور صحت کی سہولیات کی فراہمی کے لیے فنڈز مختص کیے جائیں ۔ اجلاس میں متعلقہ افسران نے بریفنگ دی اور مسائل کے حل کی یقین دہانی کرائی ۔ (681, 879, 835, 1284)
notice-brand: سیاست (49, 91, 84, 102)
notice-header (350, 486, 503, 502)
notice-header (1178, 722, 1331, 738)
notice-number: اشتہار 35 (609, 263, 667, 277)
notice-brand: سیاست (545, 452, 581, 463)
notice-brand: سیاست (545, 797, 581, 808)
notice-number: اشتہار 58 (278, 185, 336, 199)
notice-brand: سیاست (877, 875, 912, 886)
notice-body: مظفرآباد ( سیاست نیوز ) آزاد جموں و کشمیر کے وزیر اعظم نے کہا ہے کہ حکومت عوام کے مسائل کے حل کے لیے ہر ممکن اقدامات اٹھا رہی ہے ۔ انہوں نے کہا کہ ترقیاتی منصوبوں کی بروقت (350, 503, 503, 541)
notice-brand: سیاست (214, 1360, 250, 1371)
notice (682, 674, 835, 858)
notice-header (1013, 1281, 1166, 1297)
notice-header (19, 203, 172, 219)
notice-number: اشتہار 19 (941, 314, 999, 328)
notice (516, 144, 669, 199)
notice (185, 769, 338, 861)
notice-body: مظفرآباد ( سیاست نیوز ) آزاد جموں و کشمیر کے وزیر اعظم نے کہا ہے کہ حکومت عوام کے مسائل کے حل کے لیے ہر ممکن اقدامات اٹھا رہی ہے ۔ انہوں نے کہا کہ ترقیاتی منصوبوں کی بروقت تکمیل اولین ترجیح ہے اور اس سلسلے میں تمام محکموں کو ہدایات جاری کر دی گئی ہیں ۔ عوامی نمائندوں نے اس موقع پر اظہار خیال کرتے ہوئے کہا کہ علاقے میں سڑکوں ، تعلیم اور صحت کی سہولیات کی فراہمی کے لیے فنڈز مختص کیے جائیں ۔ اجلاس میں متعلقہ افسران نے بریفنگ دی اور مسائل کے حل کی یقین دہانی کرائی ۔ مظفرآباد ( سیاست نیوز ) آزاد جموں و کشمیر کے وزیر اعظم نے کہا ہے کہ حکومت عوام کے مسائل کے حل کے لیے ہر ممکن اقدامات اٹھا رہی ہے ۔ انہوں نے کہا کہ ترقیاتی منصوبوں کی بروقت تکمیل اولین ترجیح ہے اور اس سلسلے میں تمام محکموں کو ہدایات جاری کر دی گئی ہیں ۔ عوامی نمائندوں نے اس موقع پر اظہار خیال کرتے ہوئے کہا کہ علاقے میں سڑکوں ، تعلیم اور صحت کی سہولیات کی فراہمی کے لیے فنڈز مختص کیے جائیں ۔ اجلاس میں متعلقہ افسران نے بریفنگ دی اور مسائل کے حل کی یقین دہانی کرائی ۔ (1178, 217, 1331, 420)
notice-number: اشتہار 13 (1106, 1057, 1164, 1071)
notice-body: مظفرآباد ( سیاست نیوز ) آزاد جموں و کشمیر کے وزیر اعظم نے کہا ہے کہ حکومت عوام کے مسائل کے حل کے لیے ہر ممکن اقدامات اٹھا رہی ہے ۔ انہوں نے کہا کہ ترقیاتی منصوبوں کی بروقت تکمیل اولین ترجیح ہے اور اس سلسلے میں تمام محکموں کو ہدایات جاری کر دی گئی ہیں ۔ عوامی نمائندوں نے اس موقع پر اظہار خیال کرتے ہوئے کہا کہ علاقے میں سڑکوں ، تعلیم اور صحت کی سہولیات کی فراہمی کے لیے فنڈز مختص کیے جائیں ۔ اجلاس میں متعلقہ افسران نے بریفنگ دی اور مسائل کے حل کی یقین دہانی کرائی ۔ مظفرآباد ( سیاست نیوز ) آزاد جموں و کشمیر کے وزیر اعظم نے کہا ہے کہ حکومت عوام کے مسائل کے حل کے لیے ہر ممکن اقدامات اٹھا رہی ہے ۔ انہوں نے کہا کہ ترقیاتی منصوبوں کی بروقت تکمیل اولین ترجیح ہے اور اس سلسلے میں تمام محکموں کو ہدایات جاری کر دی گئی ہیں ۔ عوامی نمائندوں نے اس موقع پر اظہار خیال کرتے ہوئے کہا کہ علاقے میں سڑکوں ، تعلیم اور صحت کی سہولیات کی فراہمی کے لیے فنڈز مختص کیے (847, 1298, 1000, 1483)
notice-brand: سیاست (214, 867, 250, 878)
notice (350, 846, 503, 1048)
notice (516, 1063, 669, 1155)
notice (1013, 497, 1166, 809)
notice-header (185, 618, 338, 634)
notice-header (1178, 424, 1331, 440)
notice-brand: سیاست (877, 316, 912, 327)
notice (1013, 107, 1166, 493)
notice-body: مظفرآباد ( سیاست نیوز ) آزاد جموں و کشمیر کے وزیر اعظم نے کہا ہے کہ حکومت عوام کے مسائل کے حل کے لیے ہر ممکن اقدامات اٹھا رہی ہے ۔ انہوں نے کہا کہ ترقیاتی منصوبوں کی بروقت تکمیل اولین ترجیح ہے اور اس سلسلے میں تمام محکموں کو ہدایات جاری کر دی گئی ہیں ۔ عوامی نمائندوں نے اس موقع پر اظہار خیال کرتے ہوئے کہا کہ علاقے میں سڑکوں ، تعلیم اور صحت کی سہولیات کی فراہمی کے لیے فنڈز مختص کیے جائیں ۔ اجلاس میں متعلقہ افسران نے بریفنگ دی اور مسائل کے حل کی یقین دہانی کرائی ۔ مظفرآباد ( سیاست نیوز ) آزاد جموں و کشمیر کے وزیر اعظم نے کہا ہے کہ حکومت عوام کے مسائل کے حل کے لیے ہر ممکن اقدامات اٹھا رہی ہے ۔ انہوں نے کہا کہ ترقیاتی منصوبوں کی بروقت تکمیل اولین ترجیح ہے اور اس سلسلے میں تمام (1178, 48, 1331, 196)
notice-header (185, 924, 338, 940)
notice-number: اشتہار 57 (278, 108, 336, 122)
notice-body: مظفرآباد ( سیاست نیوز ) آزاد جموں و کشمیر کے وزیر اعظم نے کہا ہے کہ حکومت عوام کے مسائل کے حل کے لیے ہر ممکن اقدامات اٹھا رہی ہے ۔ انہوں نے کہا کہ ترقیاتی منصوبوں کی بروقت تکمیل اولین ترجیح ہے اور اس سلسلے میں تمام محکموں کو ہدایات جاری کر دی گئی ہیں ۔ عوامی نمائندوں نے اس موقع پر اظہار خیال کرتے ہوئے کہا کہ علاقے میں سڑکوں ، تعلیم اور صحت کی سہولیات کی فراہمی کے لیے فنڈز مختص کیے جائیں ۔ اجلاس میں متعلقہ افسران نے بریفنگ دی اور مسائل کے حل کی یقین دہانی کرائی ۔ مظفرآباد ( سیاست نیوز ) آزاد جموں و کشمیر کے وزیر اعظم نے کہا ہے کہ حکومت عوام کے مسائل کے حل کے لیے ہر ممکن اقدامات اٹھا رہی ہے ۔ انہوں نے کہا کہ ترقیاتی منصوبوں کی بروقت تکمیل اولین ترجیح ہے اور اس سلسلے میں تمام محکموں کو ہدایات جاری کر دی گئی ہیں ۔ عوامی نمائندوں نے اس موقع پر اظہار خیال کرتے ہوئے کہا کہ علاقے میں سڑکوں ، تعلیم اور صحت کی سہولیات کی فراہمی کے لیے فنڈز مختص کیے جائیں ۔ اجلاس میں متعلقہ افسران نے بریفنگ دی اور مسائل کے حل کی یقین دہانی کرائی ۔ (19, 614, 172, 817)
notice-header (682, 1328, 835, 1344)
notice-body: مظفرآباد ( سیاست نیوز ) آزاد جموں و کشمیر کے وزیر اعظم نے کہا ہے کہ حکومت عوام کے مسائل کے حل کے لیے ہر ممکن اقدامات اٹھا رہی ہے ۔ انہوں نے کہا کہ ترقیاتی منصوبوں کی بروقت تکمیل اولین ترجیح ہے اور اس سلسلے میں تمام محکموں کو ہدایات جاری کر دی گئی ہیں ۔ عوامی نمائندوں نے اس موقع پر اظہار خیال کرتے ہوئے کہا کہ علاقے میں سڑکوں ، تعلیم اور صحت کی سہولیات کی فراہمی کے لیے فنڈز مختص کیے جائیں ۔ اجلاس میں متعلقہ افسران نے بریفنگ دی اور مسائل کے حل کی یقین دہانی کرائی ۔ مظفرآباد ( سیاست نیوز ) آزاد جموں و کشمیر کے وزیر اعظم نے کہا ہے کہ حکومت عوام کے مسائل کے حل کے لیے ہر ممکن اقدامات اٹھا رہی ہے ۔ انہوں نے کہا کہ ترقیاتی منصوبوں کی بروقت تکمیل اولین ترجیح ہے اور اس سلسلے میں تمام محکموں کو ہدایات جاری کر دی گئی ہیں ۔ عوامی نمائندوں نے اس موقع پر اظہار خیال کرتے (19, 1427, 172, 1593)
notice-number: اشتہار 75 (113, 936, 171, 950)
notice (350, 545, 503, 747)
notice-brand: سیاست (214, 621, 250, 632)
notice-brand: سیاست (214, 1492, 250, 1503)
notice (847, 30, 1000, 140)
notice (185, 618, 338, 765)
notice-number: اشتہار 78 (113, 1204, 171, 1218)
notice-header (516, 890, 669, 906)
notice-body: مظفرآباد ( سیاست نیوز ) آزاد جموں و کشمیر کے وزیر اعظم نے کہا ہے کہ حکومت عوام کے مسائل کے حل کے لیے ہر ممکن اقدامات اٹھا رہی ہے ۔ انہوں نے کہا کہ ترقیاتی منصوبوں کی بروقت تکمیل اولین ترجیح ہے اور اس سلسلے میں تمام محکموں کو ہدایات جاری کر دی گئی ہیں ۔ عوامی نمائندوں نے اس موقع پر اظہار خیال کرتے ہوئے کہا کہ علاقے میں سڑکوں ، تعلیم اور صحت (515, 908, 669, 982)
notice (185, 1130, 338, 1185)
notice-number: اشتہار 41 (609, 891, 667, 905)
notice-number: اشتہار 51 (444, 487, 502, 501)
notice-number: اشتہار 10 (1106, 108, 1164, 122)
notice-header (19, 1203, 172, 1219)
notice-body: مظفرآباد ( سیاست نیوز ) آزاد جموں و کشمیر کے وزیر اعظم نے کہا ہے کہ حکومت عوام کے مسائل کے حل کے لیے ہر ممکن اقدامات اٹھا رہی ہے ۔ انہوں نے کہا کہ ترقیاتی منصوبوں کی بروقت تکمیل اولین ترجیح ہے اور اس سلسلے میں تمام محکموں کو ہدایات جاری کر دی گئی ہیں ۔ عوامی نمائندوں نے اس موقع پر اظہار خیال کرتے ہوئے کہا کہ علاقے میں سڑکوں ، تعلیم اور صحت (184, 1507, 338, 1582)
notice-body: مظفرآباد ( سیاست نیوز ) آزاد جموں و کشمیر کے وزیر اعظم نے کہا ہے کہ حکومت عوام کے مسائل کے حل کے لیے ہر ممکن اقدامات اٹھا رہی ہے ۔ انہوں نے کہا کہ ترقیاتی منصوبوں کی بروقت تکمیل اولین ترجیح ہے اور اس سلسلے میں تمام محکموں کو ہدایات جاری کر دی گئی ہیں ۔ عوامی نمائندوں نے اس موقع پر اظہار خیال کرتے ہوئے کہا کہ علاقے میں سڑکوں ، تعلیم اور صحت کی سہولیات کی فراہمی کے لیے فنڈز مختص کیے جائیں ۔ اجلاس میں متعلقہ افسران نے بریفنگ دی اور مسائل کے حل کی یقین دہانی کرائی ۔ مظفرآباد ( سیاست نیوز ) آزاد جموں و کشمیر کے وزیر اعظم نے کہا ہے کہ حکومت عوام کے مسائل کے حل کے لیے ہر ممکن اقدامات اٹھا رہی ہے ۔ انہوں نے کہا کہ ترقیاتی منصوبوں کی بروقت تکمیل اولین ترجیح ہے اور اس سلسلے میں تمام محکموں کو ہدایات جاری کر دی گئی ہیں ۔ عوامی نمائندوں نے اس موقع پر اظہار خیال کرتے ہوئے کہا کہ علاقے میں سڑکوں ، تعلیم اور صحت کی سہولیات کی فراہمی کے لیے فنڈز مختص کیے جائیں ۔ اجلاس میں متعلقہ افسران نے بریفنگ دی اور مسائل کے حل کی یقین دہانی کرائی ۔ مظفرآباد ( سیاست نیوز ) آزاد جموں و کشمیر کے وزیر اعظم نے کہا ہے کہ حکومت عوام کے مسائل (1012, 831, 1166, 1053)
notice (1013, 1056, 1166, 1276)
notice-brand: سیاست (1211, 33, 1247, 43)
notice-number: اشتہار 2 (1279, 200, 1330, 214)
notice-body: مظفرآباد ( سیاست نیوز ) آزاد جموں و کشمیر کے وزیر اعظم نے کہا ہے کہ حکومت عوام کے مسائل کے حل کے لیے ہر ممکن اقدامات اٹھا رہی ہے ۔ انہوں نے کہا کہ ترقیاتی منصوبوں کی بروقت تکمیل اولین ترجیح ہے اور اس سلسلے میں تمام محکموں کو ہدایات جاری کر دی گئی ہیں ۔ عوامی نمائندوں نے اس موقع پر اظہار خیال کرتے ہوئے کہا کہ علاقے میں سڑکوں ، تعلیم اور صحت کی سہولیات کی فراہمی کے لیے فنڈز مختص کیے جائیں ۔ اجلاس میں متعلقہ افسران نے بریفنگ دی اور مسائل کے حل کی یقین دہانی کرائی ۔ مظفرآباد ( سیاست نیوز ) آزاد جموں و کشمیر کے وزیر اعظم نے کہا ہے کہ حکومت عوام کے مسائل کے حل کے لیے ہر ممکن اقدامات اٹھا رہی ہے ۔ انہوں نے کہا کہ ترقیاتی منصوبوں کی بروقت تکمیل اولین ترجیح ہے اور اس سلسلے میں تمام محکموں کو ہدایات جاری کر دی گئی ہیں ۔ عوامی نمائندوں نے اس موقع پر اظہار خیال کرتے (681, 389, 835, 556)
notice-brand: سیاست (711, 1555, 746, 1566)
right-ornament-strip (1338, 26, 1348, 2166)
notice-brand: سیاست (545, 532, 581, 543)
notice (185, 1358, 338, 1486)
notice-header (185, 335, 338, 351)
notice (1178, 424, 1331, 718)
notice (350, 446, 503, 482)
notice-body: مظفرآباد ( سیاست نیوز ) آزاد جموں و کشمیر کے وزیر اعظم نے کہا ہے کہ حکومت عوام کے مسائل کے حل کے لیے ہر ممکن اقدامات اٹھا رہی ہے ۔ انہوں نے کہا کہ ترقیاتی منصوبوں کی بروقت تکمیل اولین ترجیح ہے اور اس سلسلے میں تمام محکموں کو ہدایات جاری کر دی گئی ہیں ۔ (184, 48, 338, 104)
notice-body: مظفرآباد ( سیاست نیوز ) آزاد جموں و کشمیر کے وزیر اعظم نے کہا ہے کہ حکومت عوام کے مسائل کے حل کے لیے ہر ممکن اقدامات اٹھا رہی ہے ۔ انہوں نے کہا کہ ترقیاتی منصوبوں کی بروقت تکمیل اولین ترجیح ہے اور اس سلسلے میں تمام محکموں کو ہدایات جاری کر دی گئی ہیں ۔ (19, 1011, 172, 1067)
notice-brand: سیاست (49, 1599, 84, 1610)
notice-body: مظفرآباد ( سیاست نیوز ) آزاد جموں و کشمیر کے وزیر اعظم نے کہا ہے کہ حکومت عوام کے مسائل کے حل کے لیے ہر ممکن اقدامات اٹھا رہی ہے ۔ انہوں نے کہا کہ ترقیاتی منصوبوں کی بروقت تکمیل اولین ترجیح ہے اور اس سلسلے میں تمام محکموں کو ہدایات جاری کر دی گئی ہیں ۔ عوامی نمائندوں نے اس موقع پر اظہار خیال کرتے ہوئے کہا کہ علاقے میں سڑکوں ، تعلیم اور صحت (350, 768, 503, 843)
notice-brand: سیاست (49, 996, 84, 1007)
notice-brand: سیاست (49, 823, 84, 834)
notice-body: مظفرآباد ( سیاست نیوز ) آزاد جموں و کشمیر کے وزیر اعظم نے کہا ہے کہ حکومت عوام کے مسائل کے حل کے لیے ہر ممکن اقدامات اٹھا رہی ہے ۔ انہوں نے کہا کہ ترقیاتی منصوبوں کی بروقت تکمیل اولین ترجیح ہے اور اس سلسلے میں تمام محکموں کو ہدایات جاری کر دی گئی ہیں ۔ عوامی نمائندوں نے اس موقع پر اظہار خیال کرتے ہوئے کہا کہ علاقے میں سڑکوں ، تعلیم اور صحت کی سہولیات کی فراہمی کے لیے فنڈز مختص کیے جائیں ۔ اجلاس میں متعلقہ افسران نے بریفنگ دی (847, 48, 1000, 140)
bottom-ad-tile: روزنامہ سیاست (346, 2170, 506, 2186)
notice-brand: سیاست (214, 33, 250, 43)
notice-body: مظفرآباد ( سیاست نیوز ) آزاد جموں و کشمیر کے وزیر اعظم نے کہا ہے کہ حکومت عوام کے مسائل کے حل کے لیے ہر ممکن اقدامات اٹھا رہی ہے ۔ انہوں نے کہا کہ ترقیاتی منصوبوں کی بروقت تکمیل اولین ترجیح ہے اور اس سلسلے میں تمام محکموں کو ہدایات جاری کر دی گئی ہیں ۔ عوامی نمائندوں نے اس موقع پر اظہار خیال کرتے ہوئے کہا کہ علاقے میں سڑکوں ، تعلیم اور صحت کی سہولیات کی فراہمی کے لیے فنڈز مختص کیے جائیں ۔ اجلاس میں متعلقہ افسران نے بریفنگ دی (19, 838, 172, 931)
notice-body: مظفرآباد ( سیاست نیوز ) آزاد جموں و کشمیر کے وزیر اعظم نے کہا ہے کہ حکومت عوام کے مسائل کے حل کے لیے ہر ممکن اقدامات اٹھا رہی ہے ۔ انہوں نے کہا کہ ترقیاتی منصوبوں کی بروقت تکمیل اولین ترجیح ہے اور اس سلسلے میں تمام محکموں کو ہدایات جاری کر دی گئی ہیں ۔ (515, 1003, 669, 1059)
notice-brand: سیاست (1211, 724, 1247, 735)
notice-brand: سیاست (711, 297, 746, 308)
notice-header (1013, 1601, 1166, 1617)
notice-brand: سیاست (49, 205, 84, 216)
notice-body: مظفرآباد ( سیاست نیوز ) آزاد جموں و کشمیر کے وزیر اعظم نے کہا ہے کہ حکومت عوام کے مسائل کے حل کے لیے ہر ممکن اقدامات اٹھا رہی ہے ۔ انہوں نے کہا کہ ترقیاتی منصوبوں کی بروقت تکمیل اولین ترجیح ہے اور اس سلسلے میں تمام محکموں کو ہدایات جاری کر دی گئی ہیں ۔ عوامی نمائندوں نے اس موقع پر اظہار خیال کرتے ہوئے کہا کہ علاقے میں سڑکوں ، تعلیم اور صحت کی سہولیات کی فراہمی کے لیے فنڈز مختص کیے جائیں ۔ اجلاس میں متعلقہ افسران نے بریفنگ دی (1012, 1504, 1166, 1597)
notice-header (847, 30, 1000, 46)
notice-body: مظفرآباد ( سیاست نیوز ) آزاد جموں و کشمیر کے وزیر اعظم نے کہا ہے کہ حکومت عوام کے مسائل (515, 507, 669, 526)
notice-body: مظفرآباد ( سیاست نیوز ) آزاد جموں و کشمیر کے وزیر اعظم نے کہا ہے کہ حکومت عوام کے مسائل کے حل کے لیے ہر ممکن اقدامات اٹھا رہی ہے ۔ انہوں نے کہا کہ ترقیاتی منصوبوں کی بروقت تکمیل اولین ترجیح ہے اور اس سلسلے میں تمام محکموں کو ہدایات جاری کر دی گئی ہیں ۔ عوامی نمائندوں نے اس موقع پر اظہار خیال کرتے ہوئے کہا کہ علاقے میں سڑکوں ، تعلیم اور صحت کی سہولیات کی فراہمی کے لیے فنڈز مختص کیے جائیں ۔ اجلاس میں متعلقہ افسران نے بریفنگ دی اور مسائل کے حل کی یقین دہانی کرائی ۔ مظفرآباد ( سیاست نیوز ) آزاد جموں و کشمیر کے وزیر اعظم نے کہا ہے کہ حکومت عوام کے مسائل کے حل کے لیے ہر ممکن اقدامات اٹھا رہی ہے ۔ انہوں نے کہا کہ ترقیاتی منصوبوں کی بروقت تکمیل اولین ترجیح ہے اور اس سلسلے میں تمام محکموں کو ہدایات جاری کر دی گئی ہیں ۔ عوامی نمائندوں نے اس موقع پر اظہار خیال کرتے ہوئے کہا کہ علاقے میں سڑکوں ، تعلیم اور صحت کی سہولیات کی فراہمی کے لیے فنڈز مختص کیے جائیں ۔ اجلاس میں متعلقہ افسران نے بریفنگ دی اور مسائل کے حل کی یقین دہانی کرائی ۔ مظفرآباد ( سیاست نیوز ) آزاد جموں و کشمیر کے وزیر اعظم نے کہا ہے کہ حکومت عوام کے مسائل کے حل کے لیے ہر ممکن اقدامات اٹھا رہی ہے ۔ انہوں نے کہا کہ ترقیاتی منصوبوں کی بروقت تکمیل اولین ترجیح ہے اور اس سلسلے میں تمام محکموں کو ہدایات جاری کر دی گئی ہیں ۔ عوامی نمائندوں نے اس موقع پر اظہار خیال کرتے ہوئے کہا کہ علاقے میں سڑکوں ، تعلیم اور صحت کی سہولیات کی فراہمی کے لیے فنڈز مختص کیے جائیں ۔ اجلاس میں متعلقہ افسران نے بریفنگ دی اور مسائل کے حل کی یقین دہانی کرائی ۔ مظفرآباد ( سیاست نیوز ) آزاد جموں و کشمیر کے (1178, 1129, 1331, 1443)
notice-number: اشتہار 23 (775, 31, 833, 45)
notice (847, 872, 1000, 1276)
notice-column (346, 28, 506, 2165)
notice-header (350, 1052, 503, 1068)
notice-column (181, 28, 341, 2165)
notice-header (1178, 30, 1331, 46)
notice-body: مظفرآباد ( سیاست نیوز ) آزاد جموں و کشمیر کے وزیر اعظم نے کہا ہے کہ حکومت عوام کے مسائل کے حل کے لیے ہر ممکن اقدامات اٹھا رہی ہے ۔ انہوں نے کہا کہ ترقیاتی منصوبوں کی بروقت تکمیل اولین ترجیح ہے اور اس سلسلے میں تمام محکموں کو ہدایات جاری کر دی گئی ہیں ۔ عوامی نمائندوں نے اس موقع پر اظہار خیال کرتے ہوئے کہا کہ علاقے میں سڑکوں ، تعلیم اور صحت کی سہولیات کی فراہمی کے لیے فنڈز مختص کیے جائیں ۔ اجلاس میں متعلقہ افسران نے بریفنگ دی (19, 106, 172, 199)
notice-brand: سیاست (1042, 500, 1078, 511)
notice-body: مظفرآباد ( سیاست نیوز ) آزاد جموں و کشمیر کے وزیر اعظم نے کہا ہے کہ حکومت عوام کے مسائل کے حل کے لیے ہر ممکن اقدامات اٹھا رہی ہے ۔ انہوں نے کہا کہ ترقیاتی منصوبوں کی بروقت (19, 1894, 172, 1931)
notice-number: اشتہار 9 (1113, 31, 1164, 45)
notice-number: اشتہار 61 (278, 619, 336, 633)
notice-number: اشتہار 69 (113, 31, 171, 45)
notice-brand: سیاست (545, 1367, 581, 1378)
notice-body: مظفرآباد ( سیاست نیوز ) آزاد جموں و کشمیر کے وزیر اعظم نے کہا ہے کہ حکومت عوام کے مسائل کے حل کے لیے ہر ممکن اقدامات اٹھا رہی ہے ۔ انہوں نے کہا کہ ترقیاتی منصوبوں کی بروقت تکمیل اولین ترجیح ہے اور اس سلسلے میں تمام محکموں کو ہدایات جاری کر دی گئی ہیں ۔ عوامی نمائندوں نے اس موقع پر اظہار خیال کرتے ہوئے کہا کہ علاقے میں سڑکوں ، تعلیم اور صحت کی سہولیات کی فراہمی کے لیے فنڈز مختص کیے جائیں ۔ اجلاس میں متعلقہ افسران نے بریفنگ دی اور مسائل کے حل کی یقین دہانی کرائی ۔ مظفرآباد ( سیاست نیوز ) آزاد جموں و کشمیر کے وزیر اعظم نے کہا ہے کہ حکومت عوام کے مسائل کے حل کے لیے ہر ممکن اقدامات اٹھا رہی ہے ۔ انہوں نے کہا کہ ترقیاتی منصوبوں کی بروقت تکمیل اولین ترجیح ہے اور اس سلسلے میں تمام محکموں کو ہدایات جاری کر دی گئی ہیں ۔ عوامی نمائندوں نے اس موقع پر اظہار خیال کرتے ہوئے کہا کہ علاقے میں سڑکوں ، تعلیم اور صحت کی سہولیات کی فراہمی کے لیے فنڈز مختص کیے (19, 1221, 172, 1406)
notice-header (682, 372, 835, 388)
notice-body: مظفرآباد ( سیاست نیوز ) آزاد جموں و کشمیر کے وزیر اعظم نے کہا ہے کہ حکومت عوام کے مسائل کے حل کے لیے ہر ممکن اقدامات اٹھا رہی ہے ۔ انہوں نے کہا کہ ترقیاتی منصوبوں کی بروقت تکمیل اولین ترجیح ہے اور اس سلسلے میں تمام محکموں کو ہدایات جاری کر دی گئی ہیں ۔ عوامی نمائندوں نے اس موقع پر اظہار خیال کرتے ہوئے کہا کہ علاقے میں سڑکوں ، تعلیم اور صحت کی سہولیات کی فراہمی کے لیے فنڈز مختص کیے جائیں ۔ اجلاس میں متعلقہ افسران نے بریفنگ دی اور مسائل کے حل کی یقین دہانی کرائی ۔ مظفرآباد ( سیاست نیوز ) آزاد جموں و کشمیر کے وزیر اعظم نے کہا ہے کہ حکومت عوام کے مسائل کے حل کے لیے ہر ممکن اقدامات اٹھا رہی ہے ۔ انہوں نے کہا کہ ترقیاتی منصوبوں کی بروقت تکمیل اولین ترجیح ہے اور اس سلسلے میں تمام محکموں کو ہدایات جاری کر دی گئی ہیں ۔ عوامی نمائندوں نے اس موقع پر اظہار خیال کرتے ہوئے کہا کہ علاقے میں سڑکوں ، تعلیم اور صحت کی سہولیات کی فراہمی کے لیے فنڈز مختص کیے (515, 1176, 669, 1361)
notice-number: اشتہار 14 (1106, 1282, 1164, 1296)
notice-header (1178, 1446, 1331, 1462)
notice (185, 924, 338, 1126)
masthead (0, 0, 1350, 24)
notice-number: اشتہار 70 (113, 90, 171, 104)
notice-number: اشتہار 65 (278, 1131, 336, 1145)
page-number: (3) (555, 2, 575, 19)
notice-number: اشتہار 62 (278, 770, 336, 784)
notice-brand: سیاست (711, 374, 746, 385)
bottom-ad-tile: روزنامہ سیاست (1176, 2170, 1336, 2186)
notice-body: مظفرآباد ( سیاست نیوز ) آزاد جموں و کشمیر کے وزیر اعظم نے کہا ہے کہ حکومت عوام کے مسائل کے حل کے لیے ہر ممکن اقدامات اٹھا رہی ہے ۔ انہوں نے کہا کہ ترقیاتی منصوبوں کی بروقت تکمیل اولین ترجیح ہے اور اس سلسلے میں تمام محکموں کو ہدایات جاری کر دی گئی ہیں ۔ عوامی نمائندوں نے اس موقع پر اظہار خیال کرتے ہوئے کہا کہ علاقے میں سڑکوں ، تعلیم اور صحت (1012, 1618, 1166, 1693)
notice-brand: سیاست (214, 187, 250, 198)
notice-number: اشتہار 33 (609, 145, 667, 159)
notice-column (16, 28, 175, 2165)
notice-brand: سیاست (711, 91, 746, 102)
notice-header (516, 589, 669, 605)
notice-header (19, 390, 172, 406)
notice-number: اشتہار 77 (113, 1072, 171, 1086)
notice-brand: سیاست (545, 33, 581, 43)
notice-brand: سیاست (711, 1331, 746, 1342)
notice-header (185, 1188, 338, 1204)
notice (1178, 199, 1331, 419)
notice-brand: سیاست (1211, 202, 1247, 213)
notice-number: اشتہار 81 (113, 1877, 171, 1891)
notice-brand: سیاست (1211, 1114, 1247, 1125)
notice-brand: سیاست (1042, 816, 1078, 827)
notice-header (1013, 814, 1166, 830)
notice-header (19, 821, 172, 837)
notice-brand: سیاست (877, 742, 912, 753)
notice-number: اشتہار 79 (113, 1410, 171, 1424)
notice-header (1013, 1056, 1166, 1072)
notice-body: مظفرآباد ( سیاست نیوز ) آزاد جموں و کشمیر کے وزیر اعظم نے کہا ہے کہ حکومت عوام کے مسائل کے حل کے لیے ہر ممکن اقدامات اٹھا رہی ہے ۔ انہوں نے کہا کہ ترقیاتی منصوبوں کی بروقت تکمیل اولین ترجیح ہے اور اس سلسلے میں تمام محکموں کو ہدایات جاری کر دی گئی ہیں ۔ عوامی نمائندوں نے اس موقع پر اظہار خیال کرتے ہوئے کہا کہ علاقے میں سڑکوں ، تعلیم اور صحت کی سہولیات کی فراہمی کے لیے فنڈز مختص کیے جائیں ۔ اجلاس میں متعلقہ افسران نے بریفنگ دی اور مسائل کے حل کی یقین دہانی کرائی ۔ مظفرآباد ( سیاست نیوز ) آزاد جموں و کشمیر کے وزیر اعظم نے کہا ہے کہ حکومت عوام کے مسائل کے حل کے لیے ہر ممکن اقدامات اٹھا رہی ہے ۔ (184, 485, 338, 615)
notice-body: مظفرآباد ( سیاست نیوز ) آزاد جموں و کشمیر کے وزیر اعظم نے کہا ہے کہ حکومت عوام کے مسائل کے حل کے لیے ہر ممکن اقدامات اٹھا رہی ہے ۔ انہوں نے کہا کہ ترقیاتی منصوبوں کی بروقت تکمیل اولین ترجیح ہے اور اس سلسلے میں تمام محکموں کو ہدایات جاری کر دی گئی ہیں ۔ (350, 386, 503, 442)
notice-number: اشتہار 27 (775, 561, 833, 575)
notice-header (516, 449, 669, 465)
notice-body: مظفرآباد ( سیاست نیوز ) آزاد جموں و کشمیر کے وزیر اعظم نے کہا ہے کہ حکومت عوام کے مسائل کے حل کے لیے ہر ممکن اقدامات اٹھا رہی ہے ۔ انہوں نے کہا کہ ترقیاتی منصوبوں کی بروقت (350, 327, 503, 365)
notice-body: مظفرآباد ( سیاست نیوز ) آزاد جموں و کشمیر کے وزیر اعظم نے کہا ہے کہ حکومت عوام کے مسائل (681, 1305, 835, 1325)
notice (1178, 722, 1331, 1108)
notice-body: مظفرآباد ( سیاست نیوز ) آزاد جموں و کشمیر کے وزیر اعظم نے کہا ہے کہ حکومت عوام کے مسائل کے حل کے لیے ہر ممکن اقدامات اٹھا رہی ہے ۔ انہوں نے کہا کہ ترقیاتی منصوبوں کی بروقت تکمیل اولین ترجیح ہے اور اس سلسلے میں تمام محکموں کو ہدایات جاری کر دی گئی ہیں ۔ عوامی نمائندوں نے اس موقع پر اظہار خیال کرتے ہوئے کہا کہ علاقے میں سڑکوں ، تعلیم اور صحت کی سہولیات کی فراہمی کے لیے فنڈز مختص کیے جائیں ۔ اجلاس میں متعلقہ افسران نے بریفنگ دی اور مسائل کے حل کی یقین دہانی کرائی ۔ مظفرآباد ( سیاست نیوز ) آزاد جموں و کشمیر کے وزیر اعظم نے کہا ہے کہ حکومت عوام کے مسائل کے حل کے لیے ہر ممکن اقدامات اٹھا رہی ہے ۔ انہوں نے کہا کہ ترقیاتی منصوبوں کی بروقت تکمیل اولین ترجیح ہے اور اس سلسلے میں تمام محکموں کو ہدایات جاری کر دی گئی ہیں ۔ عوامی نمائندوں نے اس موقع پر اظہار خیال کرتے ہوئے کہا کہ علاقے میں سڑکوں ، تعلیم اور صحت کی سہولیات کی فراہمی کے لیے فنڈز مختص کیے جائیں ۔ اجلاس میں متعلقہ افسران نے بریفنگ دی اور مسائل کے حل کی یقین دہانی کرائی ۔ مظفرآباد ( سیاست نیوز ) آزاد جموں و کشمیر کے وزیر اعظم نے کہا ہے کہ حکومت عوام کے مسائل کے حل کے لیے ہر ممکن اقدامات اٹھا رہی ہے ۔ انہوں نے کہا کہ ترقیاتی منصوبوں کی بروقت تکمیل اولین ترجیح ہے اور اس سلسلے میں تمام محکموں کو ہدایات جاری کر دی گئی ہیں ۔ عوامی نمائندوں نے اس موقع پر اظہار خیال کرتے ہوئے کہا کہ علاقے میں سڑکوں ، تعلیم اور صحت کی سہولیات کی فراہمی کے لیے فنڈز مختص کیے جائیں ۔ اجلاس میں متعلقہ افسران نے بریفنگ دی اور مسائل کے حل کی یقین دہانی کرائی ۔ مظفرآباد ( سیاست نیوز ) آزاد جموں و کشمیر کے وزیر اعظم نے کہا ہے کہ حکومت عوام کے مسائل کے حل کے لیے ہر ممکن اقدامات اٹھا رہی ہے ۔ انہوں نے کہا کہ ترقیاتی منصوبوں کی بروقت تکمیل اولین ترجیح ہے اور اس سلسلے میں تمام (1178, 1464, 1331, 1814)
notice (185, 468, 338, 615)
notice-header (682, 861, 835, 877)
notice-body: مظفرآباد ( سیاست نیوز ) آزاد جموں و کشمیر کے وزیر اعظم نے کہا ہے کہ حکومت عوام کے مسائل کے حل کے لیے ہر ممکن اقدامات اٹھا رہی ہے ۔ انہوں نے کہا کہ ترقیاتی منصوبوں کی بروقت (350, 1070, 503, 1107)
notice-brand: سیاست (1042, 110, 1078, 121)
notice-brand: سیاست (1042, 1603, 1078, 1614)
notice-header (1013, 107, 1166, 123)
bottom-ad-tile: روزنامہ سیاست (678, 2170, 838, 2186)
notice-brand: سیاست (1046, 33, 1081, 43)
notice-header (185, 30, 338, 46)
notice (1178, 30, 1331, 195)
notice (185, 1188, 338, 1353)
notice-brand: سیاست (1042, 1059, 1078, 1070)
notice-brand: سیاست (711, 33, 746, 43)
